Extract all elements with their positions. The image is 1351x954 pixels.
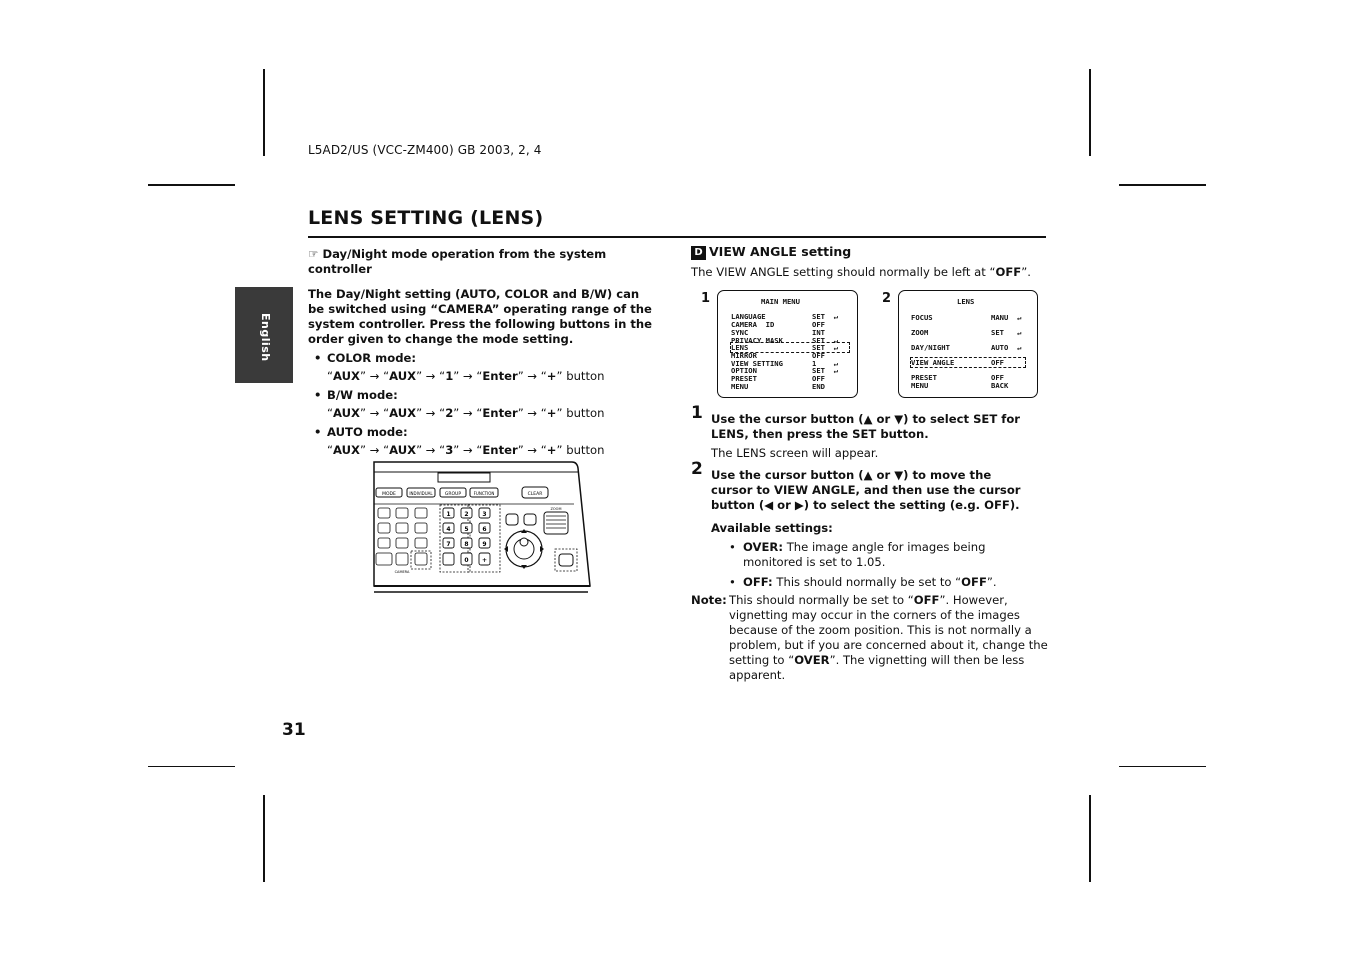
osd-item: LENS bbox=[731, 343, 749, 352]
osd-value: END bbox=[812, 382, 825, 391]
mode-item-bw bbox=[308, 388, 658, 421]
step-number: 2 bbox=[691, 459, 703, 479]
osd-value: OFF bbox=[812, 374, 825, 383]
screen-2-label: 2 bbox=[882, 291, 892, 306]
osd-item: LANGUAGE bbox=[731, 312, 766, 321]
osd-item: VIEW SETTING bbox=[731, 359, 783, 368]
osd-item: MIRROR bbox=[731, 351, 757, 360]
osd-value: OFF bbox=[991, 358, 1004, 367]
step-instruction: Use the cursor button (▲ or ▼) to move the cursor to VIEW ANGLE, and then use the cursor button (◀ or ▶) to select the setting (e.g. OFF). bbox=[711, 468, 1021, 512]
camera-label: CAMERA bbox=[394, 570, 410, 574]
mode-item-auto bbox=[308, 425, 658, 458]
crop-mark-top-left-vertical bbox=[263, 69, 265, 156]
page-number: 31 bbox=[282, 720, 306, 740]
crop-mark-bottom-left-vertical bbox=[263, 795, 265, 882]
option-over: • OVER: The image angle for images being monitored is set to 1.05. bbox=[729, 540, 1036, 570]
osd-value: 1 ↵ bbox=[812, 359, 838, 368]
step-1 bbox=[691, 403, 1036, 461]
osd-value: AUTO ↵ bbox=[991, 343, 1022, 352]
osd-item: VIEW ANGLE bbox=[911, 358, 955, 367]
intro-paragraph: The Day/Night setting (AUTO, COLOR and B/W) can be switched using “CAMERA” operating range of the system controller. Press the following buttons in the order given to change the mode setting. bbox=[308, 287, 653, 346]
left-column bbox=[308, 247, 658, 462]
osd-value: OFF bbox=[812, 320, 825, 329]
clear-key: CLEAR bbox=[527, 492, 543, 497]
system-controller-illustration bbox=[372, 460, 594, 598]
document-reference: L5AD2/US (VCC-ZM400) GB 2003, 2, 4 bbox=[308, 143, 542, 157]
language-tab bbox=[235, 287, 293, 383]
right-column bbox=[691, 244, 1051, 280]
osd-value: SET ↵ bbox=[812, 336, 838, 345]
step-result: The LENS screen will appear. bbox=[711, 446, 879, 460]
language-tab-label: English bbox=[259, 313, 272, 362]
osd-item: MENU bbox=[911, 381, 929, 390]
osd-item: CAMERA ID bbox=[731, 320, 775, 329]
keypad-8: 8 bbox=[464, 541, 469, 548]
keypad-2: 2 bbox=[464, 511, 469, 518]
keypad-4: 4 bbox=[446, 526, 451, 533]
mode-sequence: “AUX” → “AUX” → “1” → “Enter” → “+” button bbox=[327, 369, 605, 383]
keypad-6: 6 bbox=[482, 526, 487, 533]
crop-mark-bottom-right-horizontal bbox=[1119, 766, 1206, 767]
osd-item: DAY/NIGHT bbox=[911, 343, 950, 352]
keypad-9: 9 bbox=[482, 541, 487, 548]
crop-mark-bottom-left-horizontal bbox=[148, 766, 235, 767]
note-label: Note: bbox=[691, 593, 727, 607]
osd-title: MAIN MENU bbox=[761, 297, 800, 306]
mode-item-color bbox=[308, 351, 658, 384]
keypad-0: 0 bbox=[464, 557, 469, 564]
osd-value: MANU ↵ bbox=[991, 313, 1022, 322]
page-title: LENS SETTING (LENS) bbox=[308, 207, 544, 229]
osd-value: BACK bbox=[991, 381, 1009, 390]
crop-mark-top-right-vertical bbox=[1089, 69, 1091, 156]
osd-value: OFF bbox=[991, 373, 1004, 382]
section-badge: D bbox=[691, 246, 706, 260]
function-key: FUNCTION bbox=[473, 491, 495, 496]
hint-text: Day/Night mode operation from the system controller bbox=[308, 247, 607, 276]
section-title: VIEW ANGLE setting bbox=[709, 244, 852, 259]
option-off: • OFF: This should normally be set to “OFF”. bbox=[729, 575, 1036, 590]
step-2 bbox=[691, 459, 1036, 590]
osd-value: OFF bbox=[812, 351, 825, 360]
osd-value: INT bbox=[812, 328, 825, 337]
hint-heading bbox=[308, 247, 658, 277]
zoom-label: ZOOM bbox=[550, 507, 562, 511]
keypad-1: 1 bbox=[446, 511, 451, 518]
pointing-hand-icon: ☞ bbox=[308, 247, 319, 261]
screen-1-label: 1 bbox=[701, 291, 711, 306]
keypad-plus: + bbox=[481, 557, 488, 564]
osd-item: ZOOM bbox=[911, 328, 929, 337]
osd-cursor-highlight bbox=[910, 357, 1026, 368]
osd-value: SET ↵ bbox=[812, 312, 838, 321]
osd-item: OPTION bbox=[731, 366, 757, 375]
keypad-7: 7 bbox=[446, 541, 451, 548]
main-menu-screen bbox=[717, 290, 858, 398]
osd-value: SET ↵ bbox=[991, 328, 1022, 337]
crop-mark-top-left-horizontal bbox=[148, 184, 235, 186]
section-heading bbox=[691, 244, 1051, 260]
osd-cursor-highlight bbox=[730, 342, 850, 353]
keypad-5: 5 bbox=[464, 526, 469, 533]
osd-value: SET ↵ bbox=[812, 366, 838, 375]
note-block bbox=[691, 593, 1051, 683]
step-number: 1 bbox=[691, 403, 703, 423]
osd-item: MENU bbox=[731, 382, 749, 391]
mode-key: MODE bbox=[382, 492, 396, 497]
section-description: The VIEW ANGLE setting should normally be left at “OFF”. bbox=[691, 265, 1031, 279]
mode-sequence: “AUX” → “AUX” → “2” → “Enter” → “+” button bbox=[327, 406, 605, 420]
mode-name: • COLOR mode: bbox=[314, 351, 658, 366]
mode-name: • AUTO mode: bbox=[314, 425, 658, 440]
osd-value: SET ↵ bbox=[812, 343, 838, 352]
note-body: This should normally be set to “OFF”. However, vignetting may occur in the corners of the images because of the zoom position. This is not normally a problem, but if you are concerned about it, change the setting to “OVER”. The vignetting will then be less apparent. bbox=[729, 593, 1048, 682]
osd-item: PRESET bbox=[911, 373, 937, 382]
mode-name: • B/W mode: bbox=[314, 388, 658, 403]
title-rule bbox=[308, 236, 1046, 238]
available-settings-heading: Available settings: bbox=[711, 521, 833, 535]
crop-mark-bottom-right-vertical bbox=[1089, 795, 1091, 882]
group-key: GROUP bbox=[444, 492, 462, 497]
keypad-3: 3 bbox=[482, 511, 487, 518]
step-instruction: Use the cursor button (▲ or ▼) to select SET for LENS, then press the SET button. bbox=[711, 412, 1021, 441]
crop-mark-top-right-horizontal bbox=[1119, 184, 1206, 186]
osd-item: SYNC bbox=[731, 328, 749, 337]
osd-item: FOCUS bbox=[911, 313, 933, 322]
lens-menu-screen bbox=[898, 290, 1038, 398]
osd-title: LENS bbox=[957, 297, 975, 306]
individual-key: INDIVIDUAL bbox=[409, 491, 433, 496]
mode-sequence: “AUX” → “AUX” → “3” → “Enter” → “+” button bbox=[327, 443, 605, 457]
osd-item: PRESET bbox=[731, 374, 757, 383]
osd-item: PRIVACY MASK bbox=[731, 336, 783, 345]
